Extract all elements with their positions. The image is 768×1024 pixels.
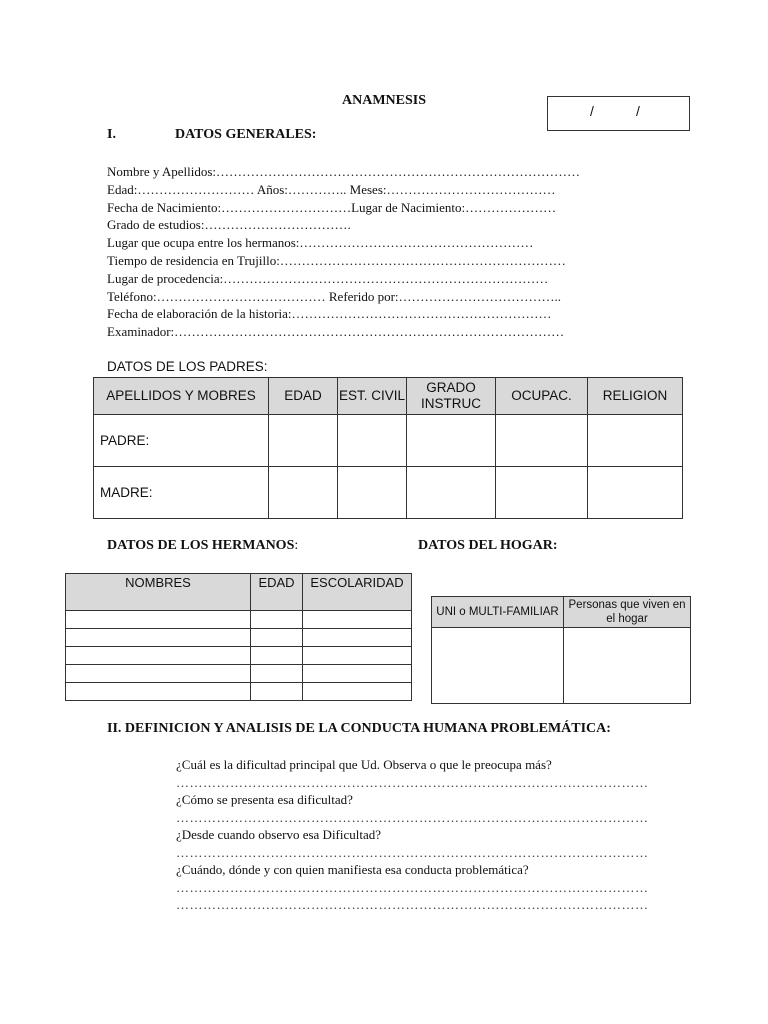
table-header-row [432,597,691,628]
table-cell[interactable] [66,683,251,701]
document-title: ANAMNESIS [341,93,426,108]
table-cell[interactable] [269,415,338,467]
field-examiner[interactable]: Examinador:……………………………………………………………………………… [107,324,565,340]
table-cell[interactable] [251,611,303,629]
questions-list [176,756,666,914]
field-origin[interactable]: Lugar de procedencia:………………………………………………………………… [107,270,549,286]
table-cell[interactable] [303,647,412,665]
table-row [66,611,412,629]
table-cell[interactable] [564,628,691,704]
table-row [66,647,412,665]
column-header: NOMBRES [66,574,251,611]
home-table [431,596,691,704]
table-cell[interactable] [66,665,251,683]
home-heading: DATOS DEL HOGAR: [418,538,558,553]
column-header: Personas que viven en el hogar [564,597,691,628]
row-label-mother: MADRE: [94,467,269,519]
answer-line[interactable]: …………………………………………………………………………………………… [176,897,649,912]
column-header: EDAD [269,378,338,415]
question: ¿Desde cuando observo esa Dificultad? [176,827,382,842]
table-cell[interactable] [407,415,496,467]
table-cell[interactable] [251,683,303,701]
table-cell[interactable] [269,467,338,519]
answer-line[interactable]: …………………………………………………………………………………………… [176,809,649,825]
table-cell[interactable] [588,415,683,467]
table-cell[interactable] [303,665,412,683]
table-header-row [94,378,683,415]
section1-number: I. [107,127,116,142]
section2-title: II. DEFINICION Y ANALISIS DE LA CONDUCTA HUMANA PROBLEMÁTICA: [107,721,611,736]
table-cell[interactable] [251,665,303,683]
question: ¿Cuándo, dónde y con quien manifiesta esa conducta problemática? [176,862,529,877]
table-cell[interactable] [251,647,303,665]
table-header-row [66,574,412,611]
table-cell[interactable] [496,415,588,467]
table-row [94,467,683,519]
table-row [66,629,412,647]
siblings-heading [107,538,298,554]
table-cell[interactable] [66,611,251,629]
row-label-father: PADRE: [94,415,269,467]
table-cell[interactable] [407,467,496,519]
column-header: EST. CIVIL [338,378,407,415]
table-cell[interactable] [66,647,251,665]
column-header: RELIGION [588,378,683,415]
table-cell[interactable] [303,629,412,647]
question: ¿Cómo se presenta esa dificultad? [176,792,353,807]
field-residence-time[interactable]: Tiempo de residencia en Trujillo:………………………………………………………… [107,252,566,268]
table-cell[interactable] [496,467,588,519]
table-row [66,683,412,701]
table-cell[interactable] [338,467,407,519]
field-education[interactable]: Grado de estudios:……………………………. [107,217,351,233]
date-box[interactable] [547,96,690,131]
field-history-date[interactable]: Fecha de elaboración de la historia:…………………………………………………… [107,306,552,322]
column-header: EDAD [251,574,303,611]
table-row [94,415,683,467]
column-header: GRADO INSTRUC [407,378,496,415]
section1-title: DATOS GENERALES: [175,127,317,142]
field-name[interactable]: Nombre y Apellidos:………………………………………………………………………… [107,164,581,179]
date-separator: / [590,103,594,119]
siblings-heading-text: DATOS DE LOS HERMANOS [107,538,295,553]
column-header: APELLIDOS Y MOBRES [94,378,269,415]
parents-table [93,377,683,519]
field-phone[interactable]: Teléfono:………………………………… Referido por:……………………………….. [107,288,562,304]
answer-line[interactable]: …………………………………………………………………………………………… [176,844,649,860]
table-cell[interactable] [338,415,407,467]
question: ¿Cuál es la dificultad principal que Ud. Observa o que le preocupa más? [176,757,552,772]
field-age[interactable]: Edad:……………………… Años:………….. Meses:………………………………… [107,181,556,197]
table-row [66,665,412,683]
siblings-heading-colon: : [294,538,299,553]
parents-heading: DATOS DE LOS PADRES: [107,359,268,374]
table-cell[interactable] [303,683,412,701]
table-cell[interactable] [588,467,683,519]
siblings-table [65,573,412,701]
field-birth[interactable]: Fecha de Nacimiento:…………………………Lugar de Nacimiento:………………… [107,199,557,215]
table-cell[interactable] [66,629,251,647]
column-header: ESCOLARIDAD [303,574,412,611]
date-separator: / [636,103,640,119]
field-sibling-position[interactable]: Lugar que ocupa entre los hermanos:……………………………………………… [107,235,534,251]
table-cell[interactable] [251,629,303,647]
table-row [432,628,691,704]
general-data-fields [107,163,652,341]
answer-line[interactable]: …………………………………………………………………………………………… [176,879,649,895]
table-cell[interactable] [303,611,412,629]
column-header: UNI o MULTI-FAMILIAR [432,597,564,628]
column-header: OCUPAC. [496,378,588,415]
table-cell[interactable] [432,628,564,704]
answer-line[interactable]: …………………………………………………………………………………………… [176,774,649,790]
